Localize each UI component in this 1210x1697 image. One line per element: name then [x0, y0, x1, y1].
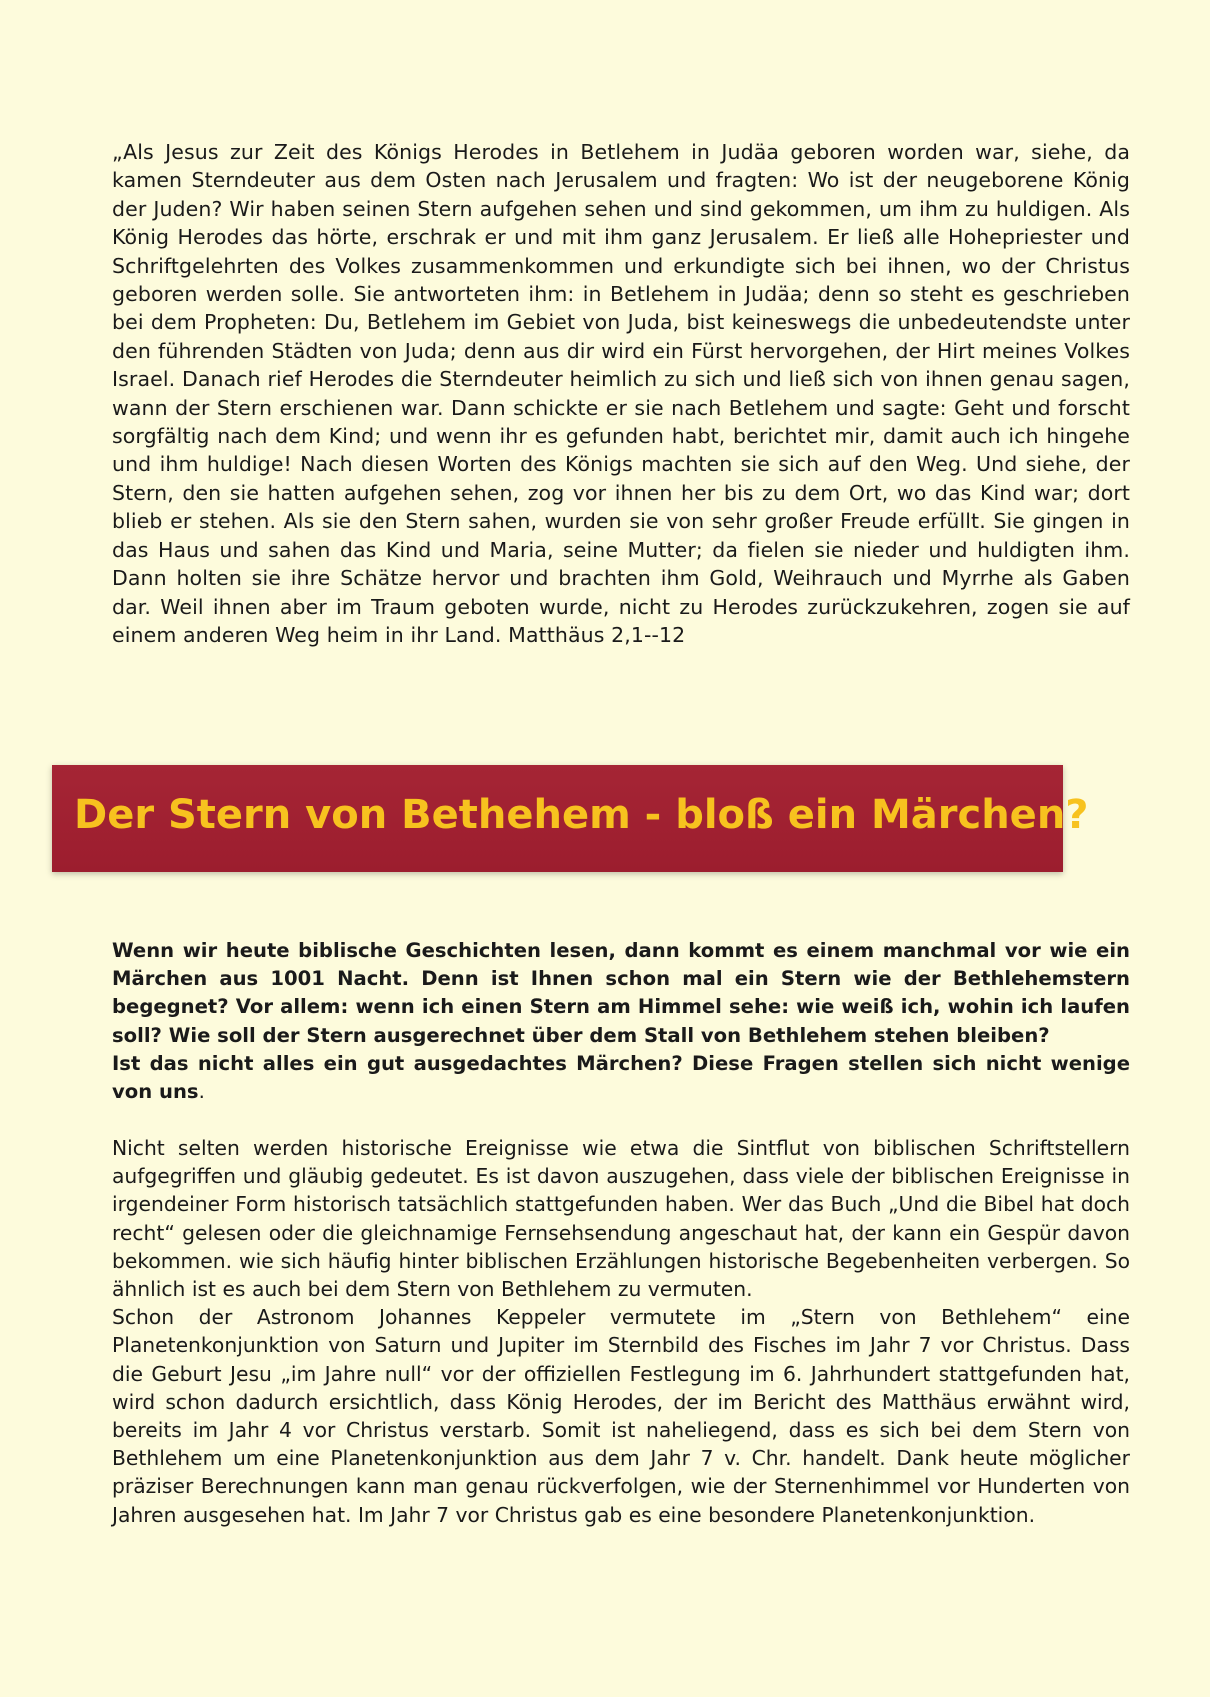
section-title-banner: [52, 765, 1089, 872]
intro-block: [112, 937, 1130, 1106]
intro-paragraph: Wenn wir heute biblische Geschichten lesen, dann kommt es einem manchmal vor wie ein Märchen aus 1001 Nacht. Denn ist Ihnen schon mal ein Stern wie der Bethlehemstern begegnet? Vor allem: wenn ich einen Stern am Himmel sehe: wie weiß ich, wohin ich laufen soll? Wie soll der Stern ausgerechnet über dem Stall von Bethlehem stehen bleiben?: [112, 939, 1130, 1047]
section-title: Der Stern von Bethehem - bloß ein Märchen?: [74, 792, 1089, 838]
scripture-text: „Als Jesus zur Zeit des Königs Herodes in Betlehem in Judäa geboren worden war, siehe, da kamen Sterndeuter aus dem Osten nach Jerusalem und fragten: Wo ist der neugeborene König der Juden? Wir haben seinen Stern aufgehen sehen und sind gekommen, um ihm zu huldigen. Als König Herodes das hörte, erschrak er und mit ihm ganz Jerusalem. Er ließ alle Hohepriester und Schriftgelehrten des Volkes zusammenkommen und erkundigte sich bei ihnen, wo der Christus geboren werden solle. Sie antworteten ihm: in Betlehem in Judäa; denn so steht es geschrieben bei dem Propheten: Du, Betlehem im Gebiet von Juda, bist keineswegs die unbedeutendste unter den führenden Städten von Juda; denn aus dir wird ein Fürst hervorgehen, der Hirt meines Volkes Israel. Danach rief Herodes die Sterndeuter heimlich zu sich und ließ sich von ihnen genau sagen, wann der Stern erschienen war. Dann schickte er sie nach Betlehem und sagte: Geht und forscht sorgfältig nach dem Kind; und wenn ihr es gefunden habt, berichtet mir, damit auch ich hingehe und ihm huldige! Nach diesen Worten des Königs machten sie sich auf den Weg. Und siehe, der Stern, den sie hatten aufgehen sehen, zog vor ihnen her bis zu dem Ort, wo das Kind war; dort blieb er stehen. Als sie den Stern sahen, wurden sie von sehr großer Freude erfüllt. Sie gingen in das Haus und sahen das Kind und Maria, seine Mutter; da fielen sie nieder und huldigten ihm. Dann holten sie ihre Schätze hervor und brachten ihm Gold, Weihrauch und Myrrhe als Gaben dar. Weil ihnen aber im Traum geboten wurde, nicht zu Herodes zurückzukehren, zogen sie auf einem anderen Weg heim in ihr Land.: [112, 140, 1130, 647]
intro-question-text: Ist das nicht alles ein gut ausgedachtes Märchen? Diese Fragen stellen sich nicht wenige von uns: [112, 1051, 1130, 1104]
article-body: [112, 1134, 1130, 1529]
intro-question: Ist das nicht alles ein gut ausgedachtes Märchen? Diese Fragen stellen sich nicht wenige von uns.: [112, 1051, 1130, 1104]
body-paragraph-1: Nicht selten werden historische Ereignisse wie etwa die Sintflut von biblischen Schriftstellern aufgegriffen und gläubig gedeutet. Es ist davon auszugehen, dass viele der biblischen Ereignisse in irgendeiner Form historisch tatsächlich stattgefunden haben. Wer das Buch „Und die Bibel hat doch recht“ gelesen oder die gleichnamige Fernsehsendung angeschaut hat, der kann ein Gespür davon bekommen. wie sich häufig hinter biblischen Erzählungen historische Begebenheiten verbergen. So ähnlich ist es auch bei dem Stern von Bethlehem zu vermuten.: [112, 1136, 1130, 1302]
scripture-quote: [112, 138, 1130, 649]
scripture-reference: Matthäus 2,1--12: [508, 622, 686, 647]
body-paragraph-2: Schon der Astronom Johannes Keppeler vermutete im „Stern von Bethlehem“ eine Planetenkonjunktion von Saturn und Jupiter im Sternbild des Fisches im Jahr 7 vor Christus. Dass die Geburt Jesu „im Jahre null“ vor der offiziellen Festlegung im 6. Jahrhundert stattgefunden hat, wird schon dadurch ersichtlich, dass König Herodes, der im Bericht des Matthäus erwähnt wird, bereits im Jahr 4 vor Christus verstarb. Somit ist naheliegend, dass es sich bei dem Stern von Bethlehem um eine Planetenkonjunktion aus dem Jahr 7 v. Chr. handelt. Dank heute möglicher präziser Berechnungen kann man genau rückverfolgen, wie der Sternenhimmel vor Hunderten von Jahren ausgesehen hat. Im Jahr 7 vor Christus gab es eine besondere Planetenkonjunktion.: [112, 1305, 1130, 1527]
